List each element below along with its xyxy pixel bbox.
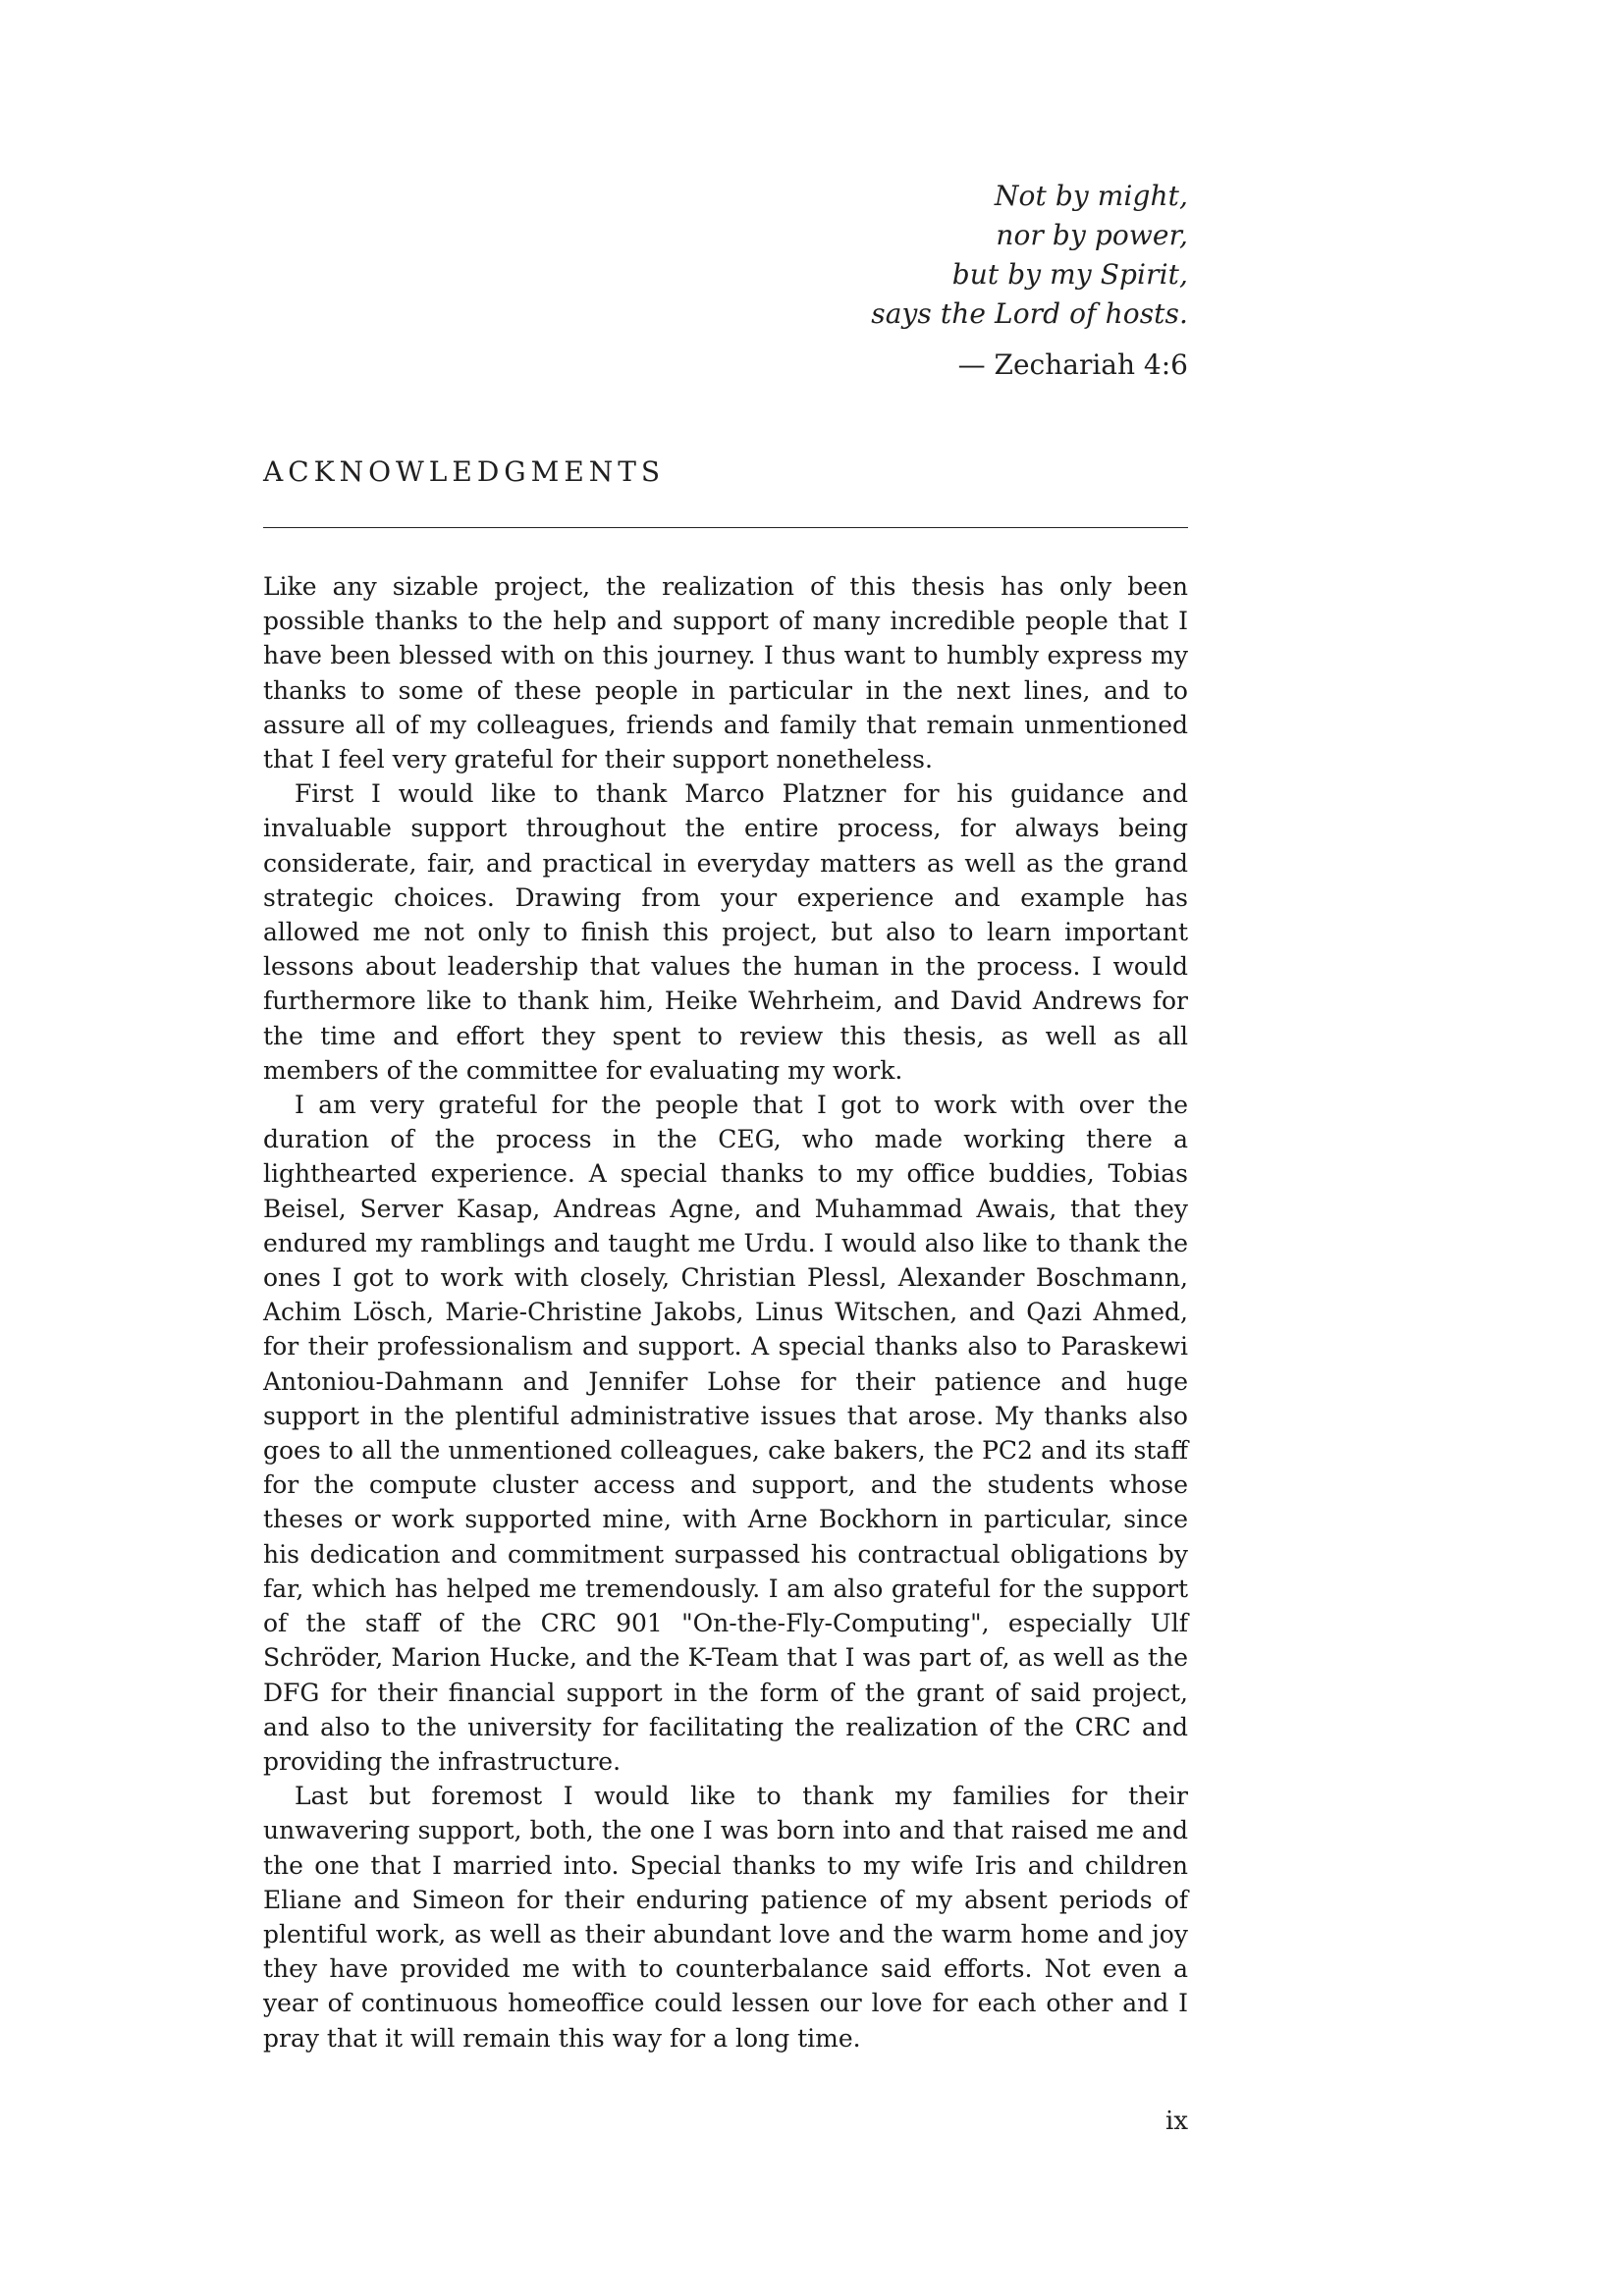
paragraph: Last but foremost I would like to thank my families for their unwavering support, both, the one I was born into and that raised me and the one that I married into. Special thanks to my wife Iris and children Eliane and Simeon for their enduring patience of my absent periods of plentiful work, as well as their abundant love and the warm home and joy they have provided me with to counterbalance said efforts. Not even a year of continuous homeoffice could lessen our love for each other and I pray that it will remain this way for a long time. <box>263 1782 1188 2053</box>
paragraph: Like any sizable project, the realization of this thesis has only been possible thanks to the help and support of many incredible people that I have been blessed with on this journey. I thus want to humbly express my thanks to some of these people in particular in the next lines, and to assure all of my colleagues, friends and family that remain unmentioned that I feel very grateful for their support nonetheless. <box>263 572 1188 774</box>
chapter-title: ACKNOWLEDGMENTS <box>263 455 666 488</box>
epigraph-line: Not by might, <box>994 180 1188 212</box>
epigraph <box>263 177 1188 334</box>
epigraph-attribution: — Zechariah 4:6 <box>957 348 1188 381</box>
document-page <box>263 177 1188 2056</box>
epigraph-line: nor by power, <box>996 219 1188 251</box>
paragraph: First I would like to thank Marco Platzner for his guidance and invaluable support throughout the entire process, for always being considerate, fair, and practical in everyday matters as well as the grand strategic choices. Drawing from your experience and example has allowed me not only to finish this project, but also to learn important lessons about leadership that values the human in the process. I would furthermore like to thank him, Heike Wehrheim, and David Andrews for the time and effort they spent to review this thesis, as well as all members of the committee for evaluating my work. <box>263 779 1188 1085</box>
paragraph: I am very grateful for the people that I got to work with over the duration of the process in the CEG, who made working there a lighthearted experience. A special thanks to my office buddies, Tobias Beisel, Server Kasap, Andreas Agne, and Muhammad Awais, that they endured my ramblings and taught me Urdu. I would also like to thank the ones I got to work with closely, Christian Plessl, Alexander Boschmann, Achim Lösch, Marie-Christine Jakobs, Linus Witschen, and Qazi Ahmed, for their professionalism and support. A special thanks also to Paraskewi Antoniou-Dahmann and Jennifer Lohse for their patience and huge support in the plentiful administrative issues that arose. My thanks also goes to all the unmentioned colleagues, cake bakers, the PC2 and its staff for the compute cluster access and support, and the students whose theses or work supported mine, with Arne Bockhorn in particular, since his dedication and commitment surpassed his contractual obligations by far, which has helped me tremendously. I am also grateful for the support of the staff of the CRC 901 "On-the-Fly-Computing", especially Ulf Schröder, Marion Hucke, and the K-Team that I was part of, as well as the DFG for their financial support in the form of the grant of said project, and also to the university for facilitating the realization of the CRC and providing the infrastructure. <box>263 1091 1188 1776</box>
acknowledgments-body <box>263 569 1188 2056</box>
page-number: ix <box>1165 2107 1188 2136</box>
title-rule-divider <box>263 527 1188 528</box>
epigraph-line: says the Lord of hosts. <box>871 297 1188 330</box>
epigraph-line: but by my Spirit, <box>951 258 1188 291</box>
